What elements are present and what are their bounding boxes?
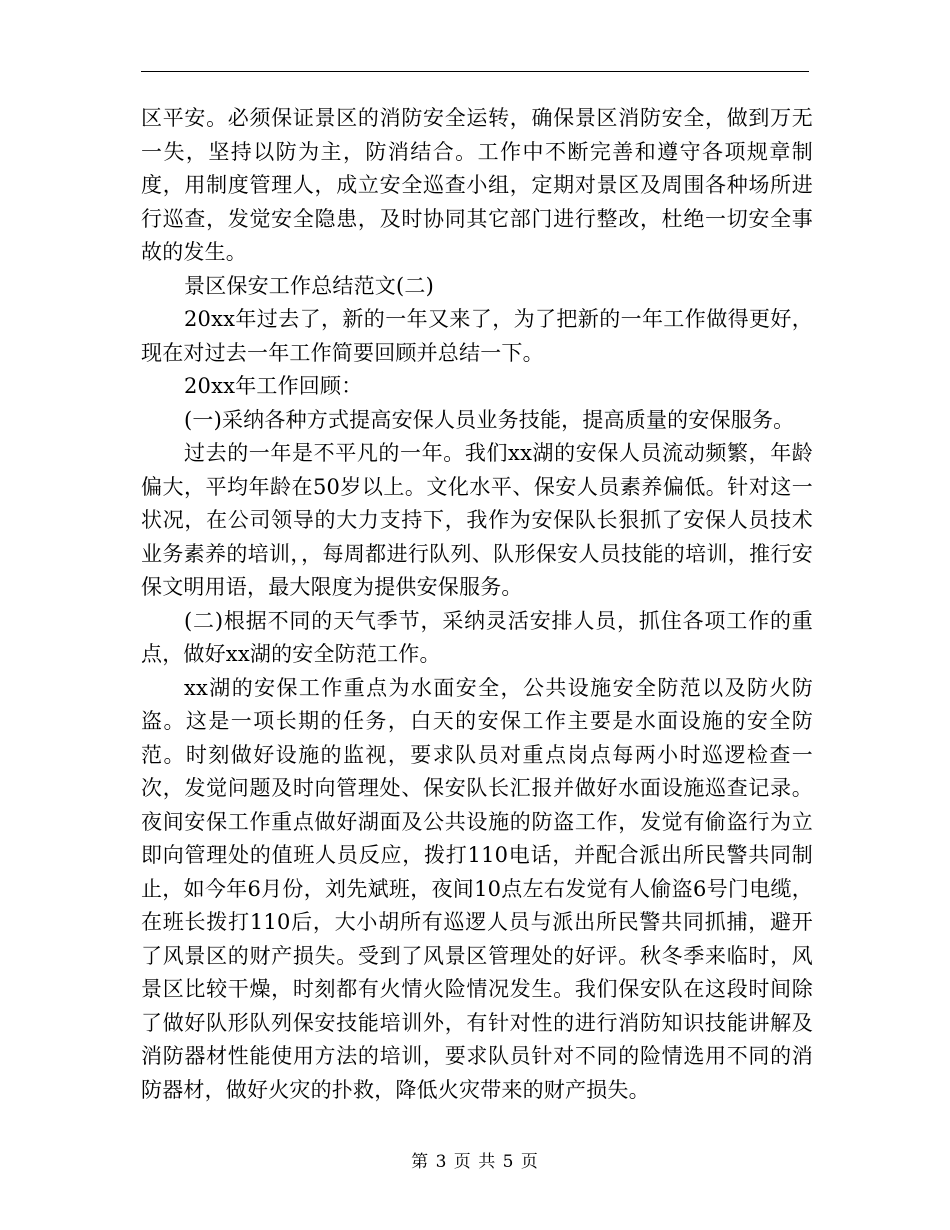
section-title: 景区保安工作总结范文(二) [184, 273, 434, 298]
paragraph: 区平安。必须保证景区的消防安全运转，确保景区消防安全，做到万无一失，坚持以防为主，防消结合。工作中不断完善和遵守各项规章制度，用制度管理人，成立安全巡查小组，定期对景区及周围各种场所进行巡查，发觉安全隐患，及时协同其它部门进行整改，杜绝一切安全事故的发生。 [141, 106, 813, 264]
document-body [141, 102, 813, 1107]
paragraph: 20xx年过去了，新的一年又来了，为了把新的一年工作做得更好，现在对过去一年工作简要回顾并总结一下。 [141, 307, 813, 365]
paragraph: 过去的一年是不平凡的一年。我们xx湖的安保人员流动频繁，年龄偏大，平均年龄在50岁以上。文化水平、保安人员素养偏低。针对这一状况，在公司领导的大力支持下，我作为安保队长狠抓了安保人员技术业务素养的培训，，每周都进行队列、队形保安人员技能的培训，推行安保文明用语，最大限度为提供安保服务。 [141, 441, 813, 599]
page-number-footer: 第 3 页 共 5 页 [411, 1152, 539, 1172]
subheading: (二)根据不同的天气季节，采纳灵活安排人员，抓住各项工作的重点，做好xx湖的安全防范工作。 [141, 608, 813, 666]
header-rule [141, 71, 809, 72]
subheading: (一)采纳各种方式提高安保人员业务技能，提高质量的安保服务。 [184, 407, 795, 432]
subheading: 20xx年工作回顾： [184, 374, 363, 398]
paragraph: xx湖的安保工作重点为水面安全，公共设施安全防范以及防火防盗。这是一项长期的任务，白天的安保工作主要是水面设施的安全防范。时刻做好设施的监视，要求队员对重点岗点每两小时巡逻检查一次，发觉问题及时向管理处、保安队长汇报并做好水面设施巡查记录。夜间安保工作重点做好湖面及公共设施的防盗工作，发觉有偷盗行为立即向管理处的值班人员反应，拨打110电话，并配合派出所民警共同制止，如今年6月份，刘先斌班，夜间10点左右发觉有人偷盗6号门电缆，在班长拨打110后，大小胡所有巡逻人员与派出所民警共同抓捕，避开了风景区的财产损失。受到了风景区管理处的好评。秋冬季来临时，风景区比较干燥，时刻都有火情火险情况发生。我们保安队在这段时间除了做好队形队列保安技能培训外，有针对性的进行消防知识技能讲解及消防器材性能使用方法的培训，要求队员针对不同的险情选用不同的消防器材，做好火灾的扑救，降低火灾带来的财产损失。 [141, 675, 813, 1102]
